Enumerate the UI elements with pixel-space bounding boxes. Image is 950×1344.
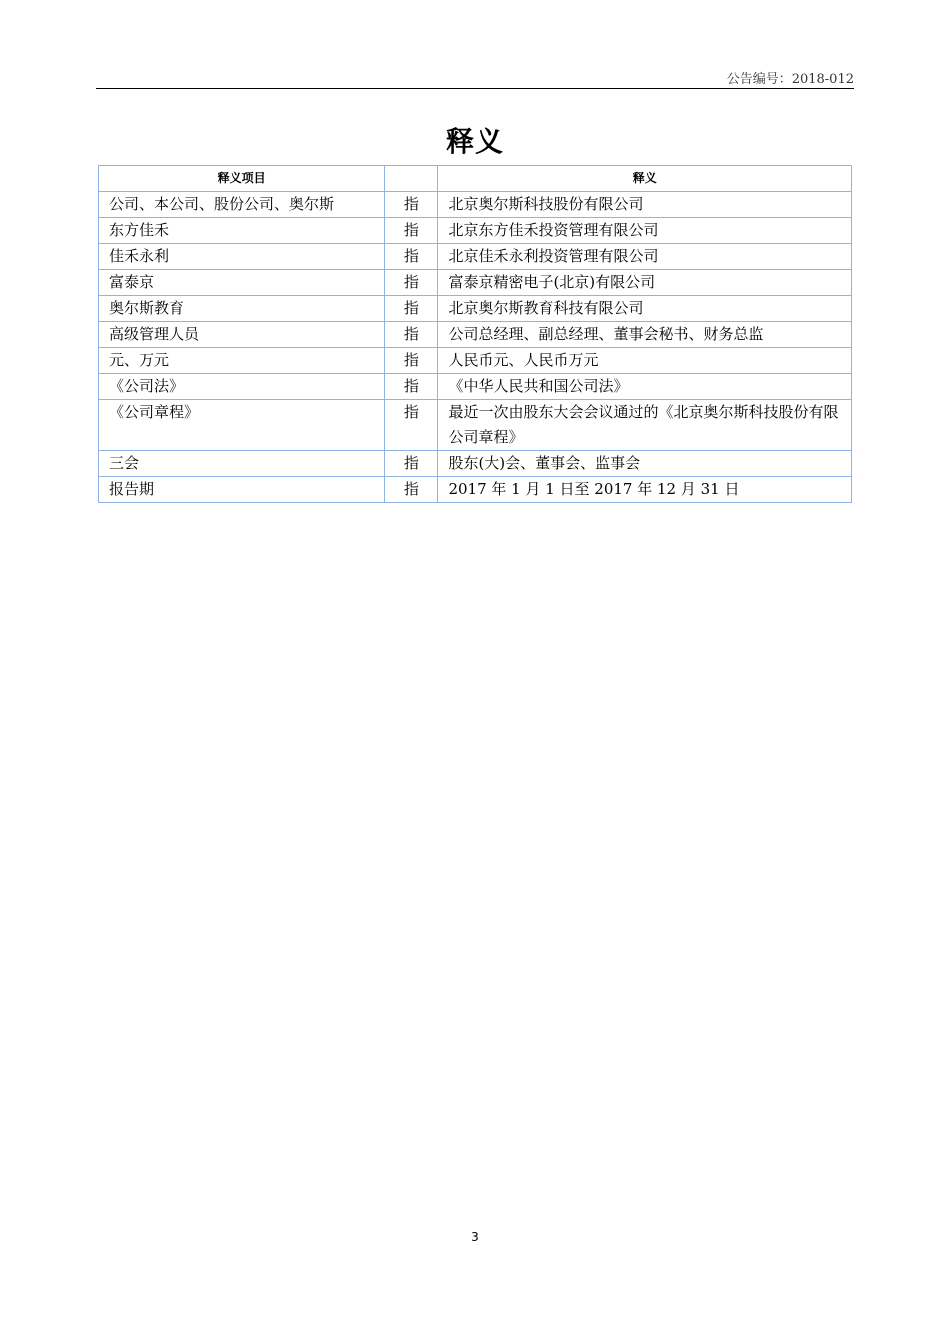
table-row bbox=[99, 477, 852, 503]
ref-cell: 指 bbox=[385, 192, 438, 218]
column-header-term: 释义项目 bbox=[99, 166, 385, 192]
definition-cell: 最近一次由股东大会会议通过的《北京奥尔斯科技股份有限公司章程》 bbox=[438, 400, 852, 451]
definition-cell: 北京奥尔斯科技股份有限公司 bbox=[438, 192, 852, 218]
term-cell: 高级管理人员 bbox=[99, 322, 385, 348]
table-row bbox=[99, 270, 852, 296]
ref-cell: 指 bbox=[385, 451, 438, 477]
column-header-ref bbox=[385, 166, 438, 192]
term-cell: 公司、本公司、股份公司、奥尔斯 bbox=[99, 192, 385, 218]
term-cell: 报告期 bbox=[99, 477, 385, 503]
table-header-row bbox=[99, 166, 852, 192]
term-cell: 奥尔斯教育 bbox=[99, 296, 385, 322]
definition-cell: 北京东方佳禾投资管理有限公司 bbox=[438, 218, 852, 244]
announcement-number: 公告编号：2018-012 bbox=[726, 72, 854, 87]
term-cell: 《公司章程》 bbox=[99, 400, 385, 451]
table-row bbox=[99, 451, 852, 477]
page-title: 释义 bbox=[445, 125, 504, 158]
table-row bbox=[99, 322, 852, 348]
term-cell: 《公司法》 bbox=[99, 374, 385, 400]
term-cell: 元、万元 bbox=[99, 348, 385, 374]
ref-cell: 指 bbox=[385, 477, 438, 503]
ref-cell: 指 bbox=[385, 374, 438, 400]
header-divider bbox=[96, 88, 854, 89]
page-number: 3 bbox=[471, 1230, 479, 1244]
definition-cell: 富泰京精密电子(北京)有限公司 bbox=[438, 270, 852, 296]
definition-cell: 北京奥尔斯教育科技有限公司 bbox=[438, 296, 852, 322]
table-row bbox=[99, 400, 852, 451]
table-row bbox=[99, 296, 852, 322]
ref-cell: 指 bbox=[385, 218, 438, 244]
table-row bbox=[99, 218, 852, 244]
ref-cell: 指 bbox=[385, 400, 438, 451]
table-row bbox=[99, 348, 852, 374]
table-row bbox=[99, 244, 852, 270]
column-header-definition: 释义 bbox=[438, 166, 852, 192]
definition-cell: 北京佳禾永利投资管理有限公司 bbox=[438, 244, 852, 270]
table-row bbox=[99, 374, 852, 400]
definition-cell: 人民币元、人民币万元 bbox=[438, 348, 852, 374]
definitions-table bbox=[98, 165, 852, 503]
term-cell: 富泰京 bbox=[99, 270, 385, 296]
definition-cell: 公司总经理、副总经理、董事会秘书、财务总监 bbox=[438, 322, 852, 348]
term-cell: 三会 bbox=[99, 451, 385, 477]
ref-cell: 指 bbox=[385, 244, 438, 270]
table-row bbox=[99, 192, 852, 218]
ref-cell: 指 bbox=[385, 270, 438, 296]
term-cell: 东方佳禾 bbox=[99, 218, 385, 244]
definition-cell: 《中华人民共和国公司法》 bbox=[438, 374, 852, 400]
term-cell: 佳禾永利 bbox=[99, 244, 385, 270]
ref-cell: 指 bbox=[385, 296, 438, 322]
ref-cell: 指 bbox=[385, 348, 438, 374]
ref-cell: 指 bbox=[385, 322, 438, 348]
definition-cell: 股东(大)会、董事会、监事会 bbox=[438, 451, 852, 477]
definition-cell: 2017 年 1 月 1 日至 2017 年 12 月 31 日 bbox=[438, 477, 852, 503]
